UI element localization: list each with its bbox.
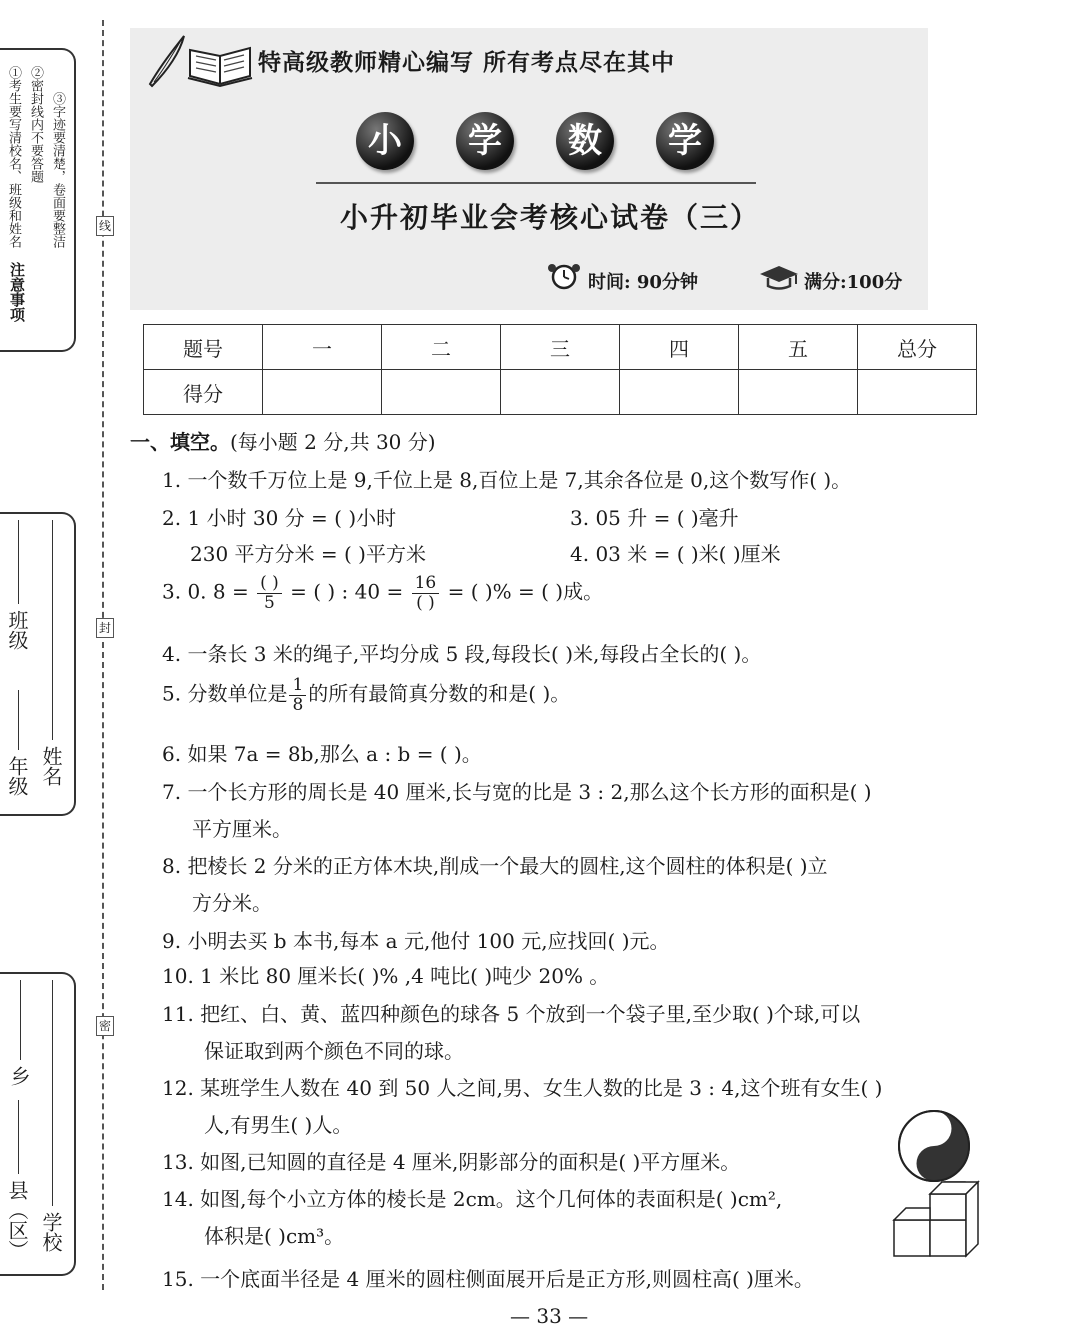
question-14a: 14. 如图,每个小立方体的棱长是 2cm。这个几何体的表面积是( )cm²,: [162, 1187, 783, 1211]
section-subtitle: (每小题 2 分,共 30 分): [230, 430, 436, 454]
class-blank[interactable]: [18, 520, 19, 604]
fraction-numerator: 16: [412, 574, 440, 594]
score-cell[interactable]: [501, 370, 620, 415]
question-12a: 12. 某班学生人数在 40 到 50 人之间,男、女生人数的比是 3 : 4,这个班有女生( ): [162, 1076, 883, 1100]
clock-icon: [544, 262, 584, 290]
town-blank[interactable]: [20, 980, 21, 1060]
question-10: 10. 1 米比 80 厘米长( )% ,4 吨比( )吨少 20% 。: [162, 964, 610, 988]
score-header-cell: 二: [382, 325, 501, 370]
score-table-header-row: [144, 325, 977, 370]
question-13: 13. 如图,已知圆的直径是 4 厘米,阴影部分的面积是( )平方厘米。: [162, 1150, 741, 1174]
question-9: 9. 小明去买 b 本书,每本 a 元,他付 100 元,应找回( )元。: [162, 929, 670, 953]
seal-mark-seal: 封: [96, 618, 114, 638]
question-11a: 11. 把红、白、黄、蓝四种颜色的球各 5 个放到一个袋子里,至少取( )个球,可以: [162, 1002, 861, 1026]
town-label: 乡: [7, 1066, 31, 1086]
notice-item-3: ③字迹要清楚，卷面要整洁: [50, 92, 65, 248]
score-table-score-row: [144, 370, 977, 415]
question-5-post: 的所有最简真分数的和是( )。: [308, 681, 571, 706]
section-heading: [130, 426, 436, 455]
question-3-pre: 3. 0. 8 =: [162, 579, 249, 604]
score-cell[interactable]: [739, 370, 858, 415]
time-label: 时间: 90分钟: [588, 272, 698, 293]
fraction: [412, 574, 440, 612]
question-2c: 230 平方分米 = ( )平方米: [190, 542, 426, 566]
question-1: 1. 一个数千万位上是 9,千位上是 8,百位上是 7,其余各位是 0,这个数写作( )。: [162, 468, 852, 492]
name-label: 姓名: [39, 746, 63, 786]
score-header-cell: 三: [501, 325, 620, 370]
question-14b: 体积是( )cm³。: [204, 1224, 345, 1248]
fraction-numerator: 1: [289, 676, 306, 696]
graduation-cap-icon: [758, 264, 800, 290]
subject-char-4: 学: [656, 112, 714, 170]
question-8a: 8. 把棱长 2 分米的正方体木块,削成一个最大的圆柱,这个圆柱的体积是( )立: [162, 854, 828, 878]
notice-title: 注意事项: [8, 262, 26, 322]
question-2a: 2. 1 小时 30 分 = ( )小时: [162, 506, 397, 530]
question-3-post: = ( )% = ( )成。: [447, 579, 604, 604]
question-3: [162, 574, 603, 612]
seal-mark-line: 线: [96, 216, 114, 236]
question-2d: 4. 03 米 = ( )米( )厘米: [570, 542, 781, 566]
name-blank[interactable]: [52, 520, 53, 740]
score-cell[interactable]: [263, 370, 382, 415]
fraction-denominator: ( ): [416, 592, 435, 613]
title-rule: [316, 182, 756, 184]
seal-mark-secret: 密: [96, 1016, 114, 1036]
county-label: 县（区）: [5, 1180, 29, 1260]
class-label: 班级: [5, 610, 29, 650]
question-3-mid: = ( ) : 40 =: [290, 579, 404, 604]
score-cell[interactable]: [382, 370, 501, 415]
question-12b: 人,有男生( )人。: [204, 1113, 353, 1137]
grade-blank[interactable]: [18, 690, 19, 750]
yin-yang-figure: [896, 1108, 972, 1184]
seal-line: [102, 20, 104, 1290]
fraction-denominator: 8: [292, 694, 304, 715]
subject-char-3: 数: [556, 112, 614, 170]
section-title: 一、填空。: [130, 430, 230, 454]
cube-figure: [890, 1178, 982, 1262]
score-header-cell: 总分: [858, 325, 977, 370]
county-blank[interactable]: [18, 1100, 19, 1174]
notice-item-2: ②密封线内不要答题: [28, 66, 43, 183]
page-number: — 33 —: [510, 1304, 589, 1328]
score-table: [143, 324, 977, 415]
score-header-cell: 四: [620, 325, 739, 370]
question-4: 4. 一条长 3 米的绳子,平均分成 5 段,每段长( )米,每段占全长的( )。: [162, 642, 762, 666]
question-15: 15. 一个底面半径是 4 厘米的圆柱侧面展开后是正方形,则圆柱高( )厘米。: [162, 1267, 814, 1291]
score-header-cell: 五: [739, 325, 858, 370]
fraction: [289, 676, 306, 714]
question-8b: 方分米。: [192, 891, 272, 915]
score-row-label: 得分: [144, 370, 263, 415]
question-5: [162, 676, 570, 714]
school-label: 学校: [39, 1212, 63, 1252]
subject-char-2: 学: [456, 112, 514, 170]
full-score-label: 满分:100分: [804, 272, 903, 293]
fraction-denominator: 5: [264, 592, 275, 613]
notice-item-1: ①考生要写清校名、班级和姓名: [6, 66, 21, 248]
score-cell[interactable]: [858, 370, 977, 415]
school-blank[interactable]: [52, 980, 53, 1206]
fraction: [257, 574, 282, 612]
exam-title: 小升初毕业会考核心试卷（三）: [340, 201, 761, 234]
question-6: 6. 如果 7a = 8b,那么 a : b = ( )。: [162, 742, 482, 766]
subject-char-1: 小: [356, 112, 414, 170]
fraction-numerator: ( ): [257, 574, 282, 594]
question-7b: 平方厘米。: [192, 817, 292, 841]
question-2b: 3. 05 升 = ( )毫升: [570, 506, 739, 530]
grade-label: 年级: [5, 756, 29, 796]
score-header-cell: 一: [263, 325, 382, 370]
question-11b: 保证取到两个颜色不同的球。: [204, 1039, 464, 1063]
book-quill-logo: [144, 30, 256, 90]
slogan: 特高级教师精心编写 所有考点尽在其中: [258, 50, 676, 76]
question-5-pre: 5. 分数单位是: [162, 681, 288, 706]
score-cell[interactable]: [620, 370, 739, 415]
question-7a: 7. 一个长方形的周长是 40 厘米,长与宽的比是 3 : 2,那么这个长方形的面积是( ): [162, 780, 872, 804]
score-header-cell: 题号: [144, 325, 263, 370]
